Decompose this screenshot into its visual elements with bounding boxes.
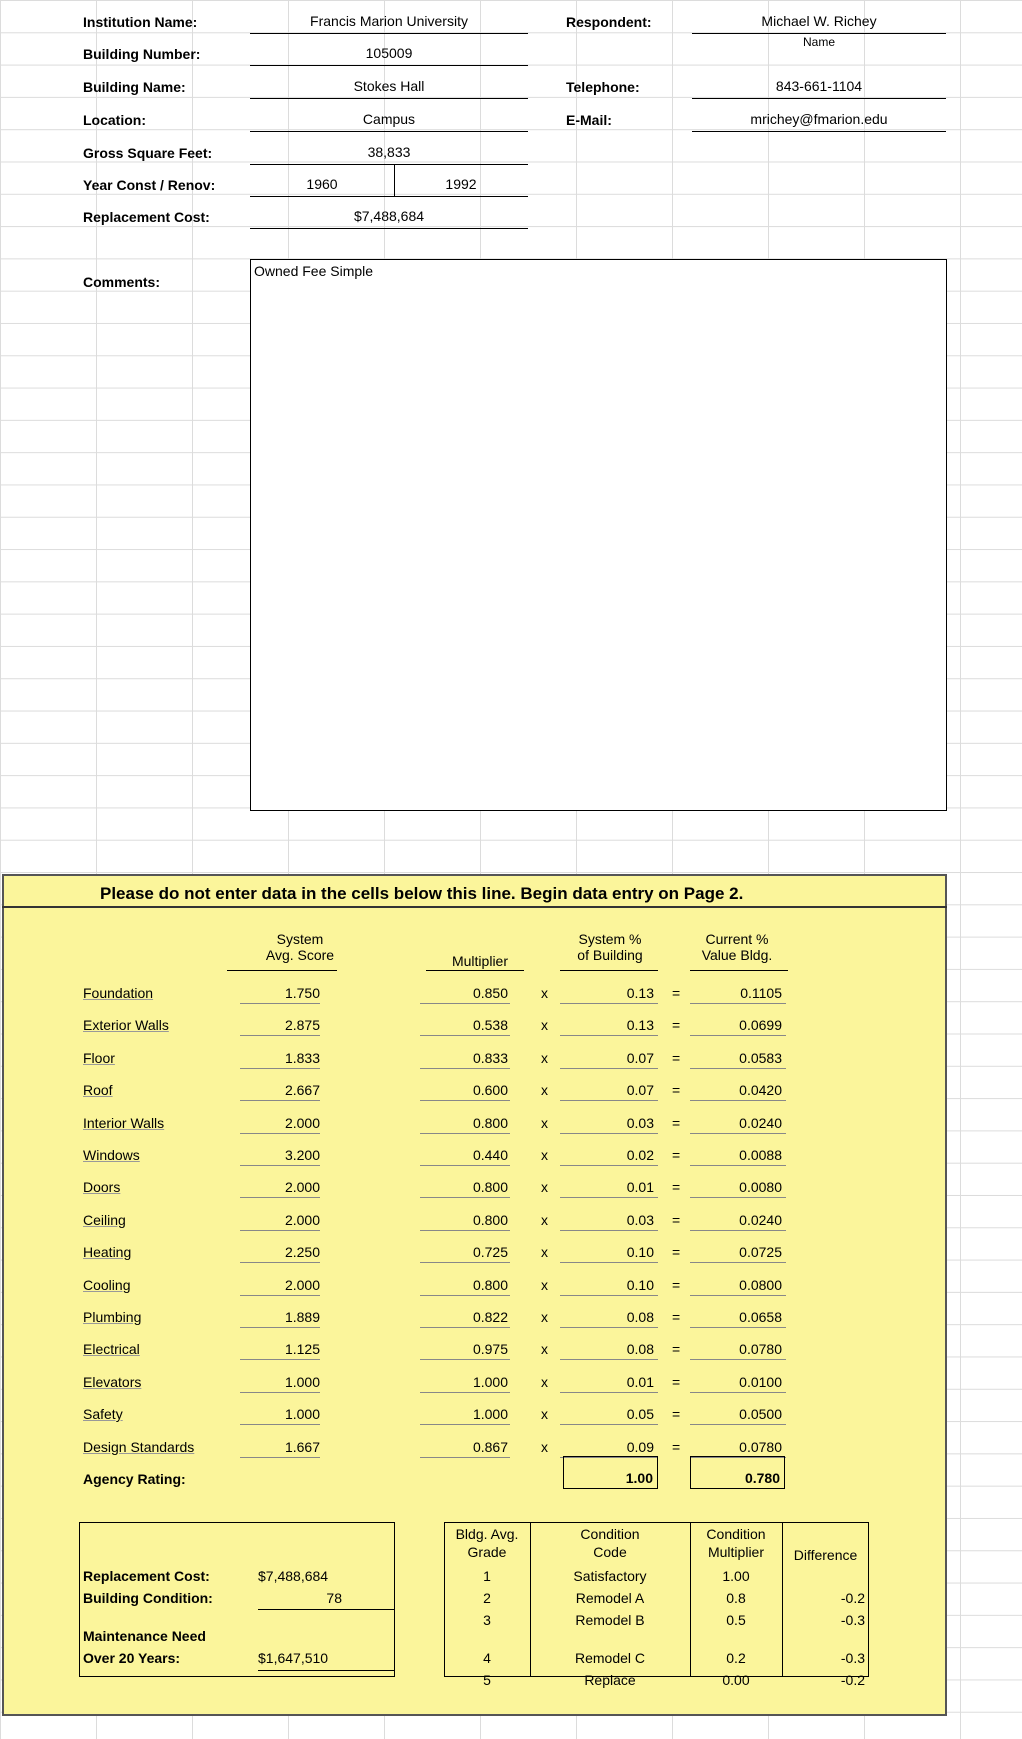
system-value: 0.0420 [739,1082,782,1098]
system-pct: 0.10 [626,1277,654,1293]
row-underline [240,1165,320,1166]
building-name-field[interactable]: Stokes Hall [250,78,528,99]
system-multiplier: 0.800 [472,1179,508,1195]
system-multiplier: 0.975 [472,1341,508,1357]
location-field[interactable]: Campus [250,111,528,132]
summary-condition-value: 78 [258,1590,394,1610]
system-score: 2.667 [284,1082,320,1098]
gross-sqft-field[interactable]: 38,833 [250,144,528,165]
row-underline [420,1457,510,1458]
row-underline [560,1035,658,1036]
year-const-field[interactable]: 1960 [250,176,394,197]
times-symbol: x [541,1147,548,1163]
system-multiplier: 1.000 [472,1374,508,1390]
row-underline [240,1100,320,1101]
equals-symbol: = [672,1244,681,1260]
row-underline [240,1035,320,1036]
building-name-label: Building Name: [83,79,186,95]
system-name: Heating [83,1244,132,1260]
system-multiplier: 0.800 [472,1115,508,1131]
row-underline [420,1197,510,1198]
mult-col-header [690,1526,782,1560]
row-underline [240,1068,320,1069]
grade-value: 2 [483,1590,491,1606]
col-header-pct-line1: System % [578,931,642,947]
replacement-cost-field[interactable]: $7,488,684 [250,208,528,229]
col-header-system-pct [555,931,665,963]
system-score: 2.000 [284,1212,320,1228]
system-name: Electrical [83,1341,140,1357]
system-pct: 0.05 [626,1406,654,1422]
system-name: Floor [83,1050,115,1066]
row-underline [690,1133,786,1134]
condition-difference: -0.3 [840,1612,865,1628]
comments-box[interactable] [250,259,947,811]
equals-symbol: = [672,1147,681,1163]
condition-code: Replace [584,1672,636,1688]
system-multiplier: 0.725 [472,1244,508,1260]
system-pct: 0.10 [626,1244,654,1260]
row-underline [690,1068,786,1069]
respondent-field[interactable]: Michael W. Richey [692,13,946,34]
system-name: Foundation [83,985,154,1001]
row-underline [560,1392,658,1393]
email-label: E-Mail: [566,112,612,128]
times-symbol: x [541,1115,548,1131]
col-header-val-line2: Value Bldg. [701,947,773,963]
equals-symbol: = [672,1374,681,1390]
times-symbol: x [541,1277,548,1293]
comments-label: Comments: [83,274,161,290]
system-name: Windows [83,1147,140,1163]
system-value: 0.0699 [739,1017,782,1033]
system-pct: 0.09 [626,1439,654,1455]
row-underline [420,1424,510,1425]
row-underline [420,1230,510,1231]
system-multiplier: 1.000 [472,1406,508,1422]
row-underline [560,1068,658,1069]
equals-symbol: = [672,1115,681,1131]
year-renov-field[interactable]: 1992 [394,176,528,197]
row-underline [560,1003,658,1004]
times-symbol: x [541,1082,548,1098]
row-underline [690,1392,786,1393]
col-header-val-line1: Current % [705,931,769,947]
row-underline [420,1035,510,1036]
system-multiplier: 0.822 [472,1309,508,1325]
row-underline [420,1165,510,1166]
row-underline [690,1359,786,1360]
diff-col-header: Difference [793,1547,858,1563]
telephone-label: Telephone: [566,79,640,95]
system-value: 0.0100 [739,1374,782,1390]
row-underline [690,1295,786,1296]
condition-difference: -0.3 [840,1650,865,1666]
equals-symbol: = [672,1082,681,1098]
times-symbol: x [541,985,548,1001]
system-multiplier: 0.440 [472,1147,508,1163]
system-score: 2.875 [284,1017,320,1033]
col-header-score [240,931,360,963]
system-value: 0.0080 [739,1179,782,1195]
email-field[interactable]: mrichey@fmarion.edu [692,111,946,132]
system-value: 0.0658 [739,1309,782,1325]
institution-label: Institution Name: [83,14,198,30]
system-multiplier: 0.538 [472,1017,508,1033]
row-underline [560,1359,658,1360]
equals-symbol: = [672,1341,681,1357]
mult-col-header-2: Multiplier [707,1544,764,1560]
system-score: 3.200 [284,1147,320,1163]
equals-symbol: = [672,1179,681,1195]
condition-multiplier: 0.00 [722,1672,750,1688]
notice-text: Please do not enter data in the cells below this line. Begin data entry on Page 2. [100,884,744,903]
respondent-sub-label: Name [802,35,835,49]
system-pct: 0.01 [626,1374,654,1390]
summary-maintenance-label-1: Maintenance Need [83,1628,206,1644]
equals-symbol: = [672,1017,681,1033]
row-underline [690,1262,786,1263]
row-underline [240,1133,320,1134]
times-symbol: x [541,1244,548,1260]
row-underline [560,1230,658,1231]
row-underline [420,1392,510,1393]
times-symbol: x [541,1439,548,1455]
year-label: Year Const / Renov: [83,177,216,193]
row-underline [560,1133,658,1134]
system-score: 1.833 [284,1050,320,1066]
row-underline [240,1457,320,1458]
total-val: 0.780 [744,1470,780,1486]
row-underline [690,1165,786,1166]
times-symbol: x [541,1309,548,1325]
summary-maintenance-value: $1,647,510 [258,1650,394,1671]
system-value: 0.0800 [739,1277,782,1293]
times-symbol: x [541,1017,548,1033]
times-symbol: x [541,1341,548,1357]
system-multiplier: 0.850 [472,985,508,1001]
system-multiplier: 0.833 [472,1050,508,1066]
system-name: Safety [83,1406,123,1422]
row-underline [420,1359,510,1360]
condition-code: Remodel A [575,1590,645,1606]
agency-rating-label: Agency Rating: [83,1471,186,1487]
system-name: Elevators [83,1374,142,1390]
header-underline-pct [560,970,658,971]
system-name: Roof [83,1082,113,1098]
comments-text: Owned Fee Simple [254,263,374,279]
system-value: 0.0240 [739,1212,782,1228]
system-name: Cooling [83,1277,131,1293]
system-score: 1.889 [284,1309,320,1325]
system-value: 0.0240 [739,1115,782,1131]
system-multiplier: 0.800 [472,1277,508,1293]
condition-multiplier: 0.8 [726,1590,746,1606]
grade-col-header-2: Grade [467,1544,507,1560]
row-underline [690,1035,786,1036]
condition-multiplier: 1.00 [722,1568,750,1584]
code-col-header [530,1526,690,1560]
system-pct: 0.13 [626,985,654,1001]
building-number-field[interactable]: 105009 [250,45,528,66]
condition-multiplier: 0.2 [726,1650,746,1666]
header-underline-mult [426,970,524,971]
building-number-label: Building Number: [83,46,201,62]
respondent-label: Respondent: [566,14,652,30]
condition-code: Remodel B [575,1612,645,1628]
system-score: 2.000 [284,1277,320,1293]
system-value: 0.0780 [739,1439,782,1455]
grade-col-header-1: Bldg. Avg. [455,1526,519,1542]
grade-value: 5 [483,1672,491,1688]
system-score: 1.000 [284,1374,320,1390]
system-name: Ceiling [83,1212,126,1228]
system-multiplier: 0.800 [472,1212,508,1228]
summary-replacement-label: Replacement Cost: [83,1568,210,1584]
row-underline [420,1327,510,1328]
col-header-pct-line2: of Building [577,947,643,963]
row-underline [420,1100,510,1101]
system-pct: 0.07 [626,1082,654,1098]
system-pct: 0.03 [626,1212,654,1228]
system-pct: 0.01 [626,1179,654,1195]
system-value: 0.0500 [739,1406,782,1422]
total-pct: 1.00 [625,1470,653,1486]
system-value: 0.0725 [739,1244,782,1260]
row-underline [420,1262,510,1263]
row-underline [690,1197,786,1198]
location-label: Location: [83,112,146,128]
institution-field[interactable]: Francis Marion University [250,13,528,34]
system-value: 0.0780 [739,1341,782,1357]
row-underline [690,1424,786,1425]
system-value: 0.0088 [739,1147,782,1163]
row-underline [240,1424,320,1425]
row-underline [240,1295,320,1296]
grade-value: 4 [483,1650,491,1666]
times-symbol: x [541,1212,548,1228]
times-symbol: x [541,1050,548,1066]
row-underline [690,1100,786,1101]
gross-sqft-label: Gross Square Feet: [83,145,213,161]
row-underline [690,1003,786,1004]
grade-value: 1 [483,1568,491,1584]
system-value: 0.1105 [740,985,782,1001]
condition-difference: -0.2 [840,1590,865,1606]
code-col-header-1: Condition [580,1526,640,1542]
col-header-multiplier: Multiplier [451,953,508,969]
row-underline [560,1100,658,1101]
row-underline [240,1003,320,1004]
system-pct: 0.02 [626,1147,654,1163]
row-underline [240,1197,320,1198]
system-value: 0.0583 [739,1050,782,1066]
row-underline [240,1392,320,1393]
equals-symbol: = [672,1406,681,1422]
row-underline [690,1230,786,1231]
summary-replacement-value: $7,488,684 [258,1568,329,1584]
times-symbol: x [541,1179,548,1195]
system-multiplier: 0.867 [472,1439,508,1455]
equals-symbol: = [672,1212,681,1228]
row-underline [240,1230,320,1231]
row-underline [560,1327,658,1328]
system-pct: 0.13 [626,1017,654,1033]
summary-maintenance-label-2: Over 20 Years: [83,1650,181,1666]
row-underline [240,1359,320,1360]
condition-code: Remodel C [574,1650,646,1666]
system-name: Doors [83,1179,121,1195]
condition-multiplier: 0.5 [726,1612,746,1628]
col-header-score-line1: System [276,931,324,947]
header-underline-val [690,970,788,971]
total-pct-cell [563,1456,658,1489]
summary-condition-label: Building Condition: [83,1590,213,1606]
system-score: 2.000 [284,1179,320,1195]
row-underline [560,1424,658,1425]
row-underline [560,1295,658,1296]
system-score: 1.667 [284,1439,320,1455]
system-pct: 0.07 [626,1050,654,1066]
header-underline-score [227,970,337,971]
system-pct: 0.03 [626,1115,654,1131]
row-underline [420,1295,510,1296]
equals-symbol: = [672,1309,681,1325]
row-underline [560,1262,658,1263]
notice-divider [2,906,947,908]
col-header-current-value [682,931,792,963]
system-name: Design Standards [83,1439,195,1455]
row-underline [420,1133,510,1134]
system-score: 1.750 [284,985,320,1001]
equals-symbol: = [672,1277,681,1293]
row-underline [690,1327,786,1328]
mult-col-header-1: Condition [706,1526,766,1542]
system-score: 2.250 [284,1244,320,1260]
telephone-field[interactable]: 843-661-1104 [692,78,946,99]
replacement-cost-label: Replacement Cost: [83,209,210,225]
system-score: 2.000 [284,1115,320,1131]
grade-value: 3 [483,1612,491,1628]
system-name: Interior Walls [83,1115,165,1131]
row-underline [240,1262,320,1263]
equals-symbol: = [672,1050,681,1066]
row-underline [560,1197,658,1198]
equals-symbol: = [672,985,681,1001]
condition-difference: -0.2 [840,1672,865,1688]
row-underline [420,1068,510,1069]
system-pct: 0.08 [626,1341,654,1357]
system-name: Plumbing [83,1309,142,1325]
grade-col-header [444,1526,530,1560]
system-pct: 0.08 [626,1309,654,1325]
total-val-cell [690,1456,785,1489]
row-underline [240,1327,320,1328]
row-underline [560,1165,658,1166]
equals-symbol: = [672,1439,681,1455]
system-multiplier: 0.600 [472,1082,508,1098]
code-col-header-2: Code [593,1544,627,1560]
row-underline [420,1003,510,1004]
condition-code: Satisfactory [573,1568,647,1584]
system-score: 1.000 [284,1406,320,1422]
times-symbol: x [541,1406,548,1422]
col-header-score-line2: Avg. Score [265,947,335,963]
system-name: Exterior Walls [83,1017,169,1033]
system-score: 1.125 [284,1341,320,1357]
times-symbol: x [541,1374,548,1390]
